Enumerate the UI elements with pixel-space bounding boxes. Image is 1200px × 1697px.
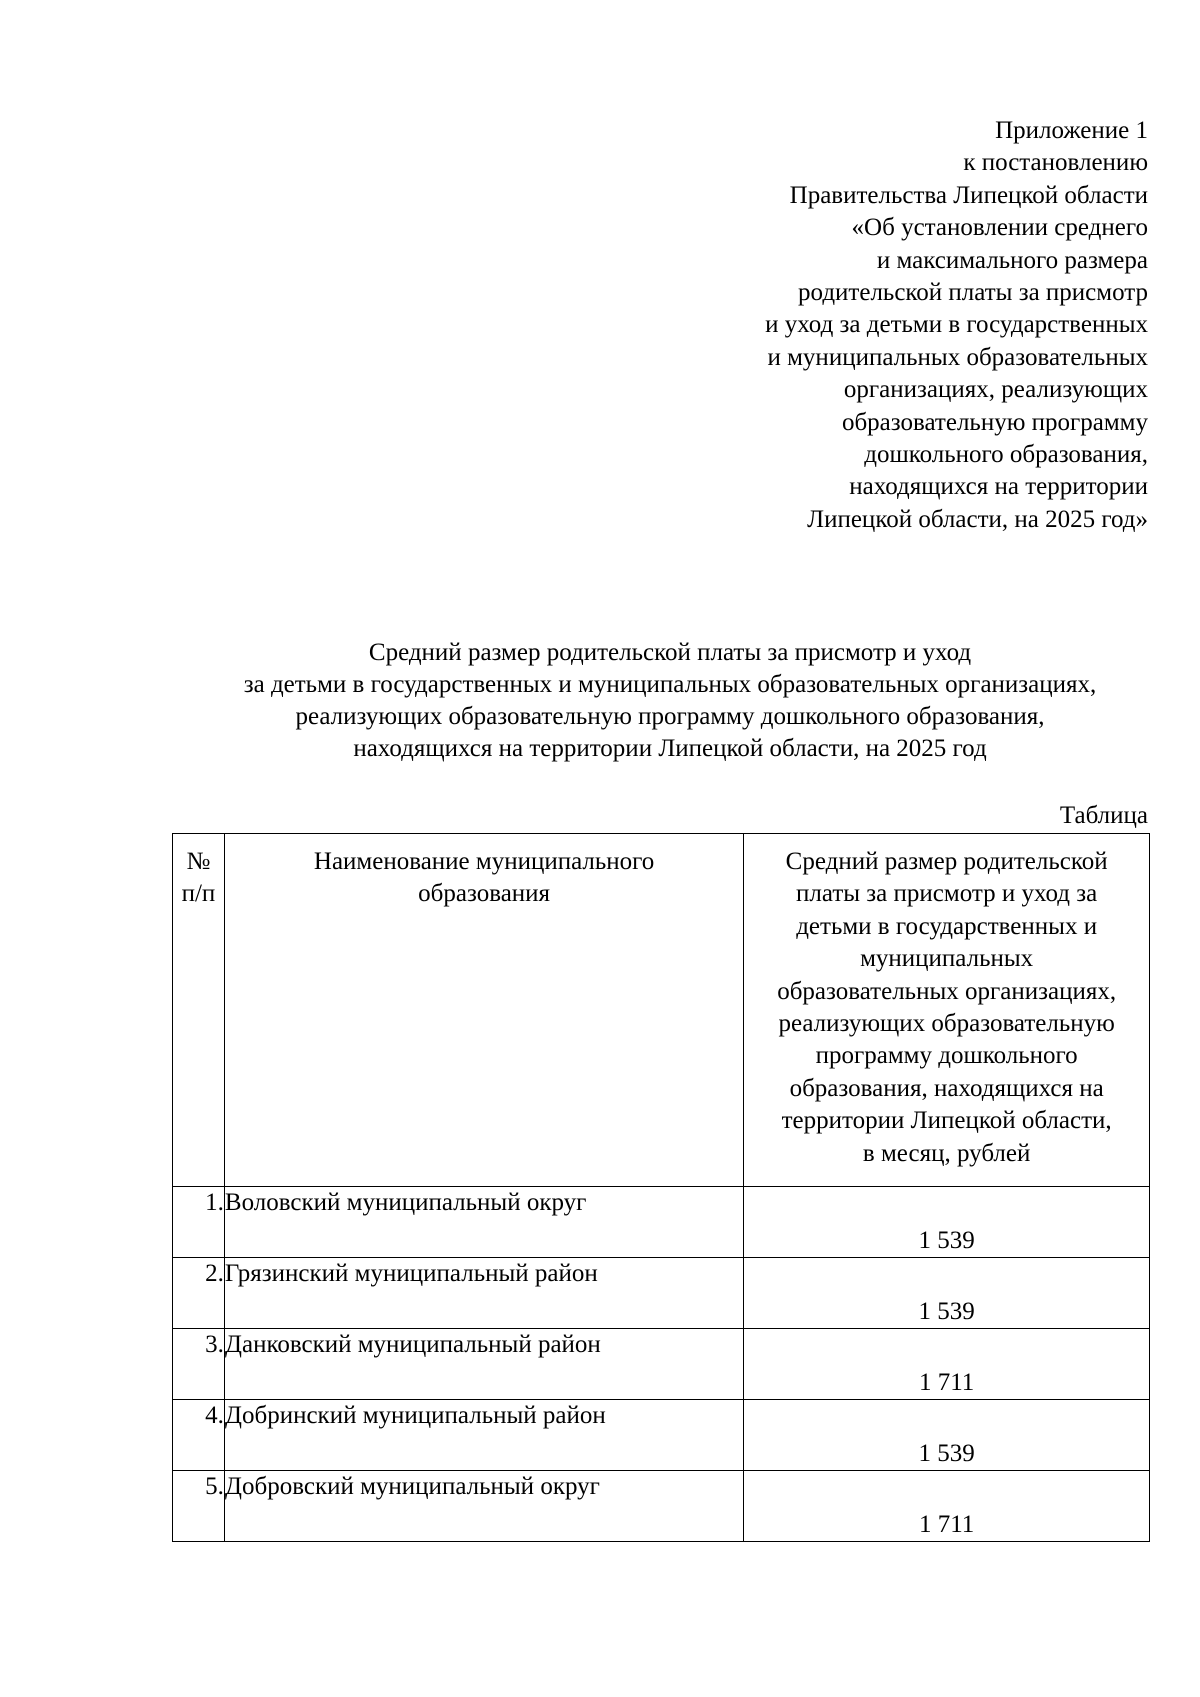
header-value-line: территории Липецкой области, [781,1107,1112,1135]
appendix-line: дошкольного образования, [864,441,1148,469]
row-municipality: Данковский муниципальный район [224,1329,743,1400]
header-value-line: в месяц, рублей [862,1139,1031,1167]
table-row [173,1400,1150,1471]
header-value-line: детьми в государственных и [796,912,1098,940]
header-value-line: платы за присмотр и уход за [796,880,1098,908]
row-fee-value: 1 711 [744,1471,1150,1542]
appendix-line: родительской платы за присмотр [798,279,1148,307]
table-header-row [173,834,1150,1187]
row-fee-value: 1 539 [744,1187,1150,1258]
appendix-line: находящихся на территории [849,473,1148,501]
table-row [173,1258,1150,1329]
header-value-line: реализующих образовательную [778,1010,1115,1038]
row-municipality: Грязинский муниципальный район [224,1258,743,1329]
row-number: 4. [173,1400,225,1471]
header-number-line: № [186,848,211,875]
appendix-line: организациях, реализующих [843,376,1148,404]
row-municipality: Добринский муниципальный район [224,1400,743,1471]
table-row [173,1187,1150,1258]
row-fee-value: 1 539 [744,1258,1150,1329]
table-caption: Таблица [1059,802,1148,829]
title-line: Средний размер родительской платы за присмотр и уход [368,639,972,666]
title-line: находящихся на территории Липецкой области, на 2025 год [353,735,987,762]
row-municipality: Добровский муниципальный округ [224,1471,743,1542]
appendix-line: «Об установлении среднего [851,214,1148,242]
row-number: 1. [173,1187,225,1258]
parental-fee-table [172,833,1150,1542]
appendix-line: Правительства Липецкой области [789,181,1148,209]
appendix-line: и уход за детьми в государственных [765,311,1148,339]
header-value-line: образовательных организациях, [777,977,1117,1005]
table-row [173,1329,1150,1400]
appendix-line: к постановлению [963,149,1148,177]
appendix-header [528,115,1148,536]
appendix-line: Липецкой области, на 2025 год» [807,505,1148,533]
header-name [224,834,743,1187]
appendix-line: и муниципальных образовательных [767,343,1148,371]
header-name-line: Наименование муниципального [313,848,655,875]
row-number: 5. [173,1471,225,1542]
document-title [120,637,1200,765]
row-fee-value: 1 711 [744,1329,1150,1400]
row-number: 2. [173,1258,225,1329]
row-municipality: Воловский муниципальный округ [224,1187,743,1258]
header-value [744,834,1150,1187]
table-row [173,1471,1150,1542]
header-value-line: муниципальных [860,945,1034,973]
header-name-line: образования [418,880,551,908]
title-line: за детьми в государственных и муниципальных образовательных организациях, [243,671,1097,698]
row-number: 3. [173,1329,225,1400]
header-number [173,834,225,1187]
appendix-line: и максимального размера [876,246,1148,274]
header-number-line: п/п [181,880,216,908]
appendix-line: образовательную программу [841,408,1148,436]
appendix-line: Приложение 1 [995,117,1148,144]
header-value-line: программу дошкольного [815,1042,1078,1070]
row-fee-value: 1 539 [744,1400,1150,1471]
header-value-line: образования, находящихся на [789,1074,1104,1102]
header-value-line: Средний размер родительской [785,848,1108,875]
title-line: реализующих образовательную программу дошкольного образования, [295,703,1045,730]
